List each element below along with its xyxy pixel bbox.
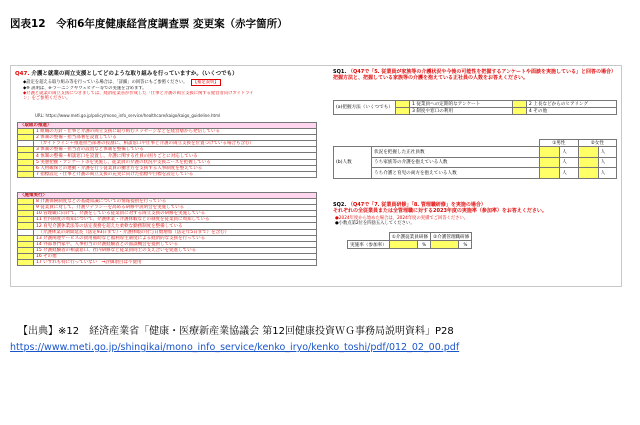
option-row[interactable] <box>18 260 317 266</box>
train-corner <box>348 233 390 241</box>
sq2-notes <box>335 216 468 227</box>
staff-row-label: 状況を把握した正社員数 <box>372 147 540 158</box>
source-link[interactable]: https://www.meti.go.jp/shingikai/mono_info_service/kenko_iryo/kenko_toshi/pdf/012_02_00.pdf <box>10 342 460 353</box>
option-label: 15 介護経験者の相談窓口、社内研修など従業員同士の支え合いを促進している <box>34 247 317 253</box>
option-label: 9 従業員に対して、介護リテラシーを高める研修や説明会を実施している <box>34 205 317 211</box>
male-header: ①男性 <box>540 140 578 147</box>
option-label: 7 指標設定・仕事と介護の両立支援の充実に向けた指標や目標を設定している <box>34 171 317 177</box>
pct-unit: % <box>418 241 431 249</box>
method-label: (a)把握方法（いくつでも） <box>334 101 396 115</box>
sq1-question <box>333 69 621 82</box>
unit: 人 <box>598 147 616 158</box>
sq2-training-table <box>347 232 472 249</box>
q47-note-3: ◆介護と就業の両立支援につきましては、経済産業省が作成した「仕事と介護の両立支援に関する経営者向けガイドライン」をご参照ください。 <box>23 91 254 102</box>
unit: 人 <box>560 168 578 179</box>
sq2-number: SQ2. <box>333 202 347 208</box>
female-count-input[interactable] <box>578 168 598 179</box>
pct-unit: % <box>459 241 472 249</box>
sq2-red-text: それぞれの全従業員または全管理職に対する2023年度の実施率（参加率）をお答えください。 <box>333 208 547 215</box>
method-checkbox[interactable] <box>395 101 409 108</box>
questionnaire-image <box>10 65 622 287</box>
guideline-url: URL: https://www.meti.go.jp/policy/mono_info_service/healthcare/kaigo/kaigo_guideline.html <box>35 113 221 118</box>
sq1-staff-table <box>333 139 617 179</box>
staff-corner <box>334 140 540 147</box>
q47-options-promotion <box>17 122 317 178</box>
train-row-label: 実施率（参加率） <box>348 241 390 249</box>
q47-question-text: 介護と就業の両立支援としてどのような取り組みを行っていますか。（いくつでも） <box>31 71 238 77</box>
method-checkbox[interactable] <box>512 108 526 115</box>
q47-note-row <box>15 79 330 86</box>
option-label: 2 体制の整備・担当部署を設置している <box>34 135 317 141</box>
method-option: 2 上長などからのヒアリング <box>526 101 616 108</box>
female-count-input[interactable] <box>578 147 598 158</box>
option-label: （介護休業の期間延長（法定93日まで）・介護休暇の付与日数増加（法定年5日まで）を含む） <box>34 229 317 235</box>
option-label: 16 その他 <box>34 253 317 259</box>
employee-rate-input[interactable] <box>389 241 417 249</box>
option-label: 13 介護関連サービスの費用補助など福利厚生制度による経済的な支援を行っている <box>34 235 317 241</box>
male-count-input[interactable] <box>540 168 560 179</box>
option-row[interactable] <box>18 171 317 177</box>
q47-note-1: ◆設定を超える取り組み等を行っている場合は、「詳細」の回答にもご参照ください。 <box>23 80 188 85</box>
option-label: 10 管理職に向けて、介護をしている従業員に対する両立支援の研修を実施している <box>34 211 317 217</box>
q47-header <box>15 69 330 101</box>
female-header: ②女性 <box>578 140 616 147</box>
source-citation: 【出典】※12 経済産業省「健康・医療新産業協議会 第12回健康投資ＷＧ事務局説明資料」P28 <box>18 326 454 337</box>
option-label: 8 介護保険制度などの基礎知識についての情報提供を行っている <box>34 199 317 205</box>
option-label: （ガイドライン＋推進担当部署の役割に、相談窓口や仕事と介護の両立支援を位置づけている場合も含む） <box>34 141 317 147</box>
q47-question <box>15 69 330 77</box>
sq2-note-1: ●2024年度から始めた場合は、2024年度の実績でご回答ください。 <box>335 216 469 221</box>
option-label: 1 組織の方針・仕事と介護の両立支援に取り組むメッセージなどを経営層から発信している <box>34 129 317 135</box>
option-label: 3 体制の整備・担当者の設置など体制を整備している <box>34 147 317 153</box>
unit: 人 <box>598 168 616 179</box>
unit: 人 <box>560 147 578 158</box>
q47-note-2: ◆※ 説明は、e-ラーニングやウェビナー等での実施を含めます。 <box>23 86 147 92</box>
sq1-method-table <box>333 100 617 115</box>
manager-rate-input[interactable] <box>431 241 459 249</box>
sq2-question <box>333 202 621 215</box>
sq1-text: （Q47で「5. 従業員が家族等の介護状況や今後の可能性を把握するアンケートや面談を実施している」と回答の場合）把握方法と、把握している家族等の介護を抱えている正社員の人数をお答えください。 <box>333 69 617 82</box>
option-label: 5 実態把握・アンケート等を実施し、従業員の介護の状況や支援ニーズを把握している <box>34 159 317 165</box>
method-option: 4 その他 <box>526 108 616 115</box>
option-label: 17 いずれも特に行っていない ⇒評価項目は不使用 <box>34 260 317 266</box>
staff-row-label: うち介護と育児の両方を抱えている人数 <box>372 168 540 179</box>
train-header-2: ②介護管理職研修 <box>431 233 472 241</box>
method-option: 1 従業員への定期的なアンケート <box>409 101 512 108</box>
sub-questions-panel <box>333 69 621 285</box>
section-execution: 〈施策実行〉 <box>18 193 317 199</box>
unit: 人 <box>598 157 616 168</box>
sq1-number: SQ1. <box>333 69 347 75</box>
q47-options-execution <box>17 192 317 266</box>
male-count-input[interactable] <box>540 147 560 158</box>
page-title: 図表12 令和6年度健康経営度調査票 変更案（赤字箇所） <box>10 18 288 30</box>
sq2-note-2: ●小数点第2位を四捨五入してください。 <box>335 221 415 227</box>
method-checkbox[interactable] <box>512 101 526 108</box>
option-label: 4 体制の整備・相談窓口を設置し、介護に関する社員の困りごとに対応している <box>34 153 317 159</box>
option-label: 14 外部専門家や、人事担当の介護経験者との面談機会を提供している <box>34 241 317 247</box>
supplement-tag: 【補足説明】 <box>192 80 219 85</box>
option-label: 6 人材確保との連動・介護を行う従業員の働き方を支援する人事制度を整えている <box>34 165 317 171</box>
section-promotion: 〈取組の推進〉 <box>18 123 317 129</box>
q47-number: Q47. <box>15 71 30 77</box>
q47-panel <box>15 69 330 285</box>
method-checkbox[interactable] <box>395 108 409 115</box>
staff-row-label: うち家族等の介護を抱えている人数 <box>372 157 540 168</box>
sq2-text: （Q47で「7. 従業員研修」「8. 管理職研修」を実施の場合） <box>347 202 486 208</box>
option-label: 11 社内制度の周知について、介護休業・介護休暇などの制度を従業員に周知している <box>34 217 317 223</box>
option-checkbox[interactable] <box>18 171 34 177</box>
method-option: 3 制度や窓口の利用 <box>409 108 512 115</box>
male-count-input[interactable] <box>540 157 560 168</box>
unit: 人 <box>560 157 578 168</box>
option-label: 12 育児介護休業法等の法定義務を超えた柔軟な勤務制度を整備している <box>34 223 317 229</box>
staff-label: (b)人数 <box>334 147 372 179</box>
female-count-input[interactable] <box>578 157 598 168</box>
option-checkbox[interactable] <box>18 260 34 266</box>
train-header-1: ①介護従業員研修 <box>389 233 430 241</box>
